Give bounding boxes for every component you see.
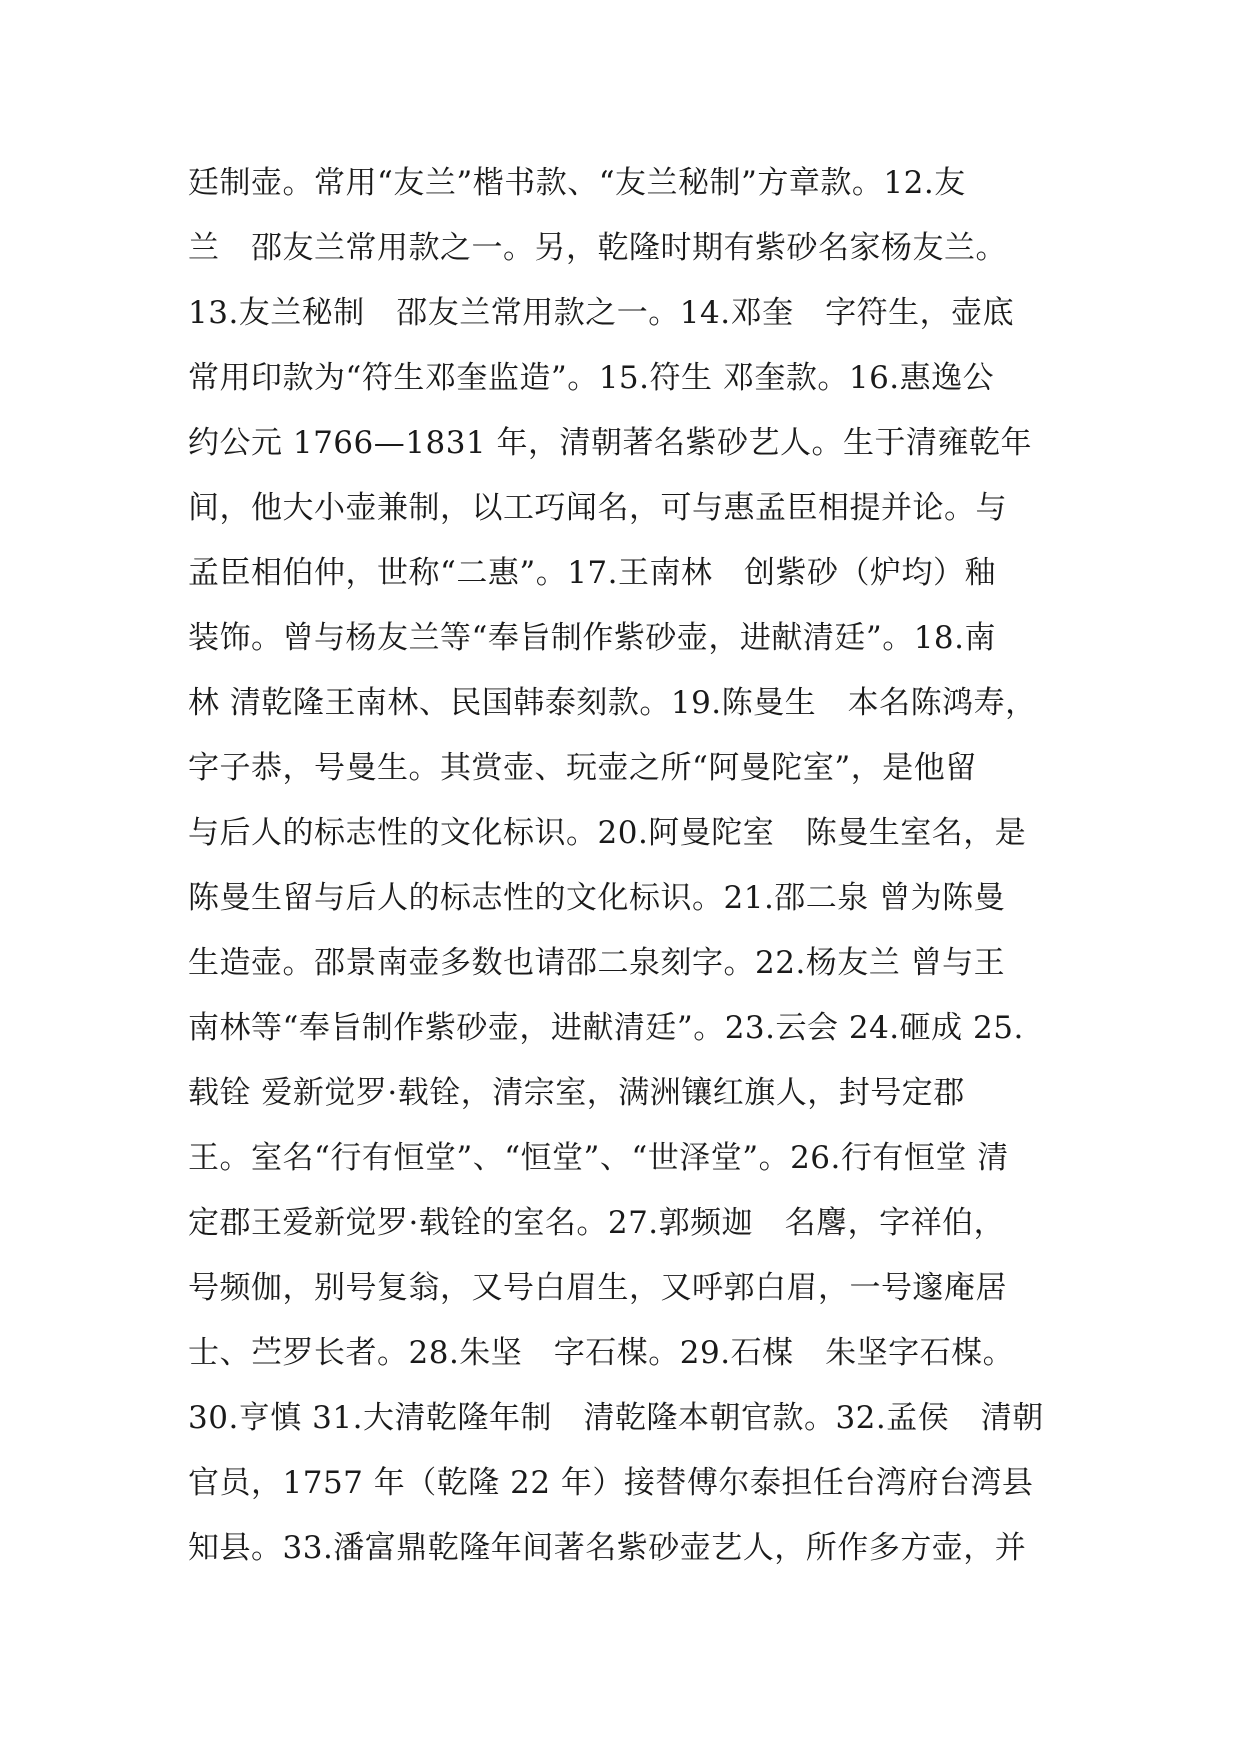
text-line: 兰 邵友兰常用款之一。另，乾隆时期有紫砂名家杨友兰。 xyxy=(188,230,1007,266)
text-line: 约公元 1766—1831 年，清朝著名紫砂艺人。生于清雍乾年 xyxy=(188,425,1032,461)
text-line: 30.亨慎 31.大清乾隆年制 清乾隆本朝官款。32.孟侯 清朝 xyxy=(188,1400,1044,1436)
text-line: 号频伽，别号复翁，又号白眉生，又呼郭白眉，一号邃庵居 xyxy=(188,1270,1007,1306)
text-line: 13.友兰秘制 邵友兰常用款之一。14.邓奎 字符生，壶底 xyxy=(188,295,1015,331)
text-line: 与后人的标志性的文化标识。20.阿曼陀室 陈曼生室名，是 xyxy=(188,815,1027,851)
body-text xyxy=(188,158,1068,1588)
text-line: 南林等“奉旨制作紫砂壶，进献清廷”。23.云会 24.砸成 25. xyxy=(188,1010,1024,1046)
text-line: 定郡王爱新觉罗·载铨的室名。27.郭频迦 名麐，字祥伯， xyxy=(188,1205,1006,1241)
text-line: 字子恭，号曼生。其赏壶、玩壶之所“阿曼陀室”，是他留 xyxy=(188,750,977,786)
text-line: 陈曼生留与后人的标志性的文化标识。21.邵二泉 曾为陈曼 xyxy=(188,880,1006,916)
text-line: 孟臣相伯仲，世称“二惠”。17.王南林 创紫砂（炉均）釉 xyxy=(188,555,996,591)
text-line: 生造壶。邵景南壶多数也请邵二泉刻字。22.杨友兰 曾与王 xyxy=(188,945,1006,981)
text-line: 载铨 爱新觉罗·载铨，清宗室，满洲镶红旗人，封号定郡 xyxy=(188,1075,965,1111)
text-line: 知县。33.潘富鼎乾隆年间著名紫砂壶艺人，所作多方壶，并 xyxy=(188,1530,1027,1566)
text-line: 廷制壶。常用“友兰”楷书款、“友兰秘制”方章款。12.友 xyxy=(188,165,966,201)
text-line: 常用印款为“符生邓奎监造”。15.符生 邓奎款。16.惠逸公 xyxy=(188,360,995,396)
text-line: 林 清乾隆王南林、民国韩泰刻款。19.陈曼生 本名陈鸿寿， xyxy=(188,685,1037,721)
text-line: 官员，1757 年（乾隆 22 年）接替傅尔泰担任台湾府台湾县 xyxy=(188,1465,1034,1501)
text-line: 间，他大小壶兼制，以工巧闻名，可与惠孟臣相提并论。与 xyxy=(188,490,1007,526)
text-line: 王。室名“行有恒堂”、“恒堂”、“世泽堂”。26.行有恒堂 清 xyxy=(188,1140,1009,1176)
text-line: 装饰。曾与杨友兰等“奉旨制作紫砂壶，进献清廷”。18.南 xyxy=(188,620,996,656)
text-line: 士、苎罗长者。28.朱坚 字石楳。29.石楳 朱坚字石楳。 xyxy=(188,1335,1015,1371)
